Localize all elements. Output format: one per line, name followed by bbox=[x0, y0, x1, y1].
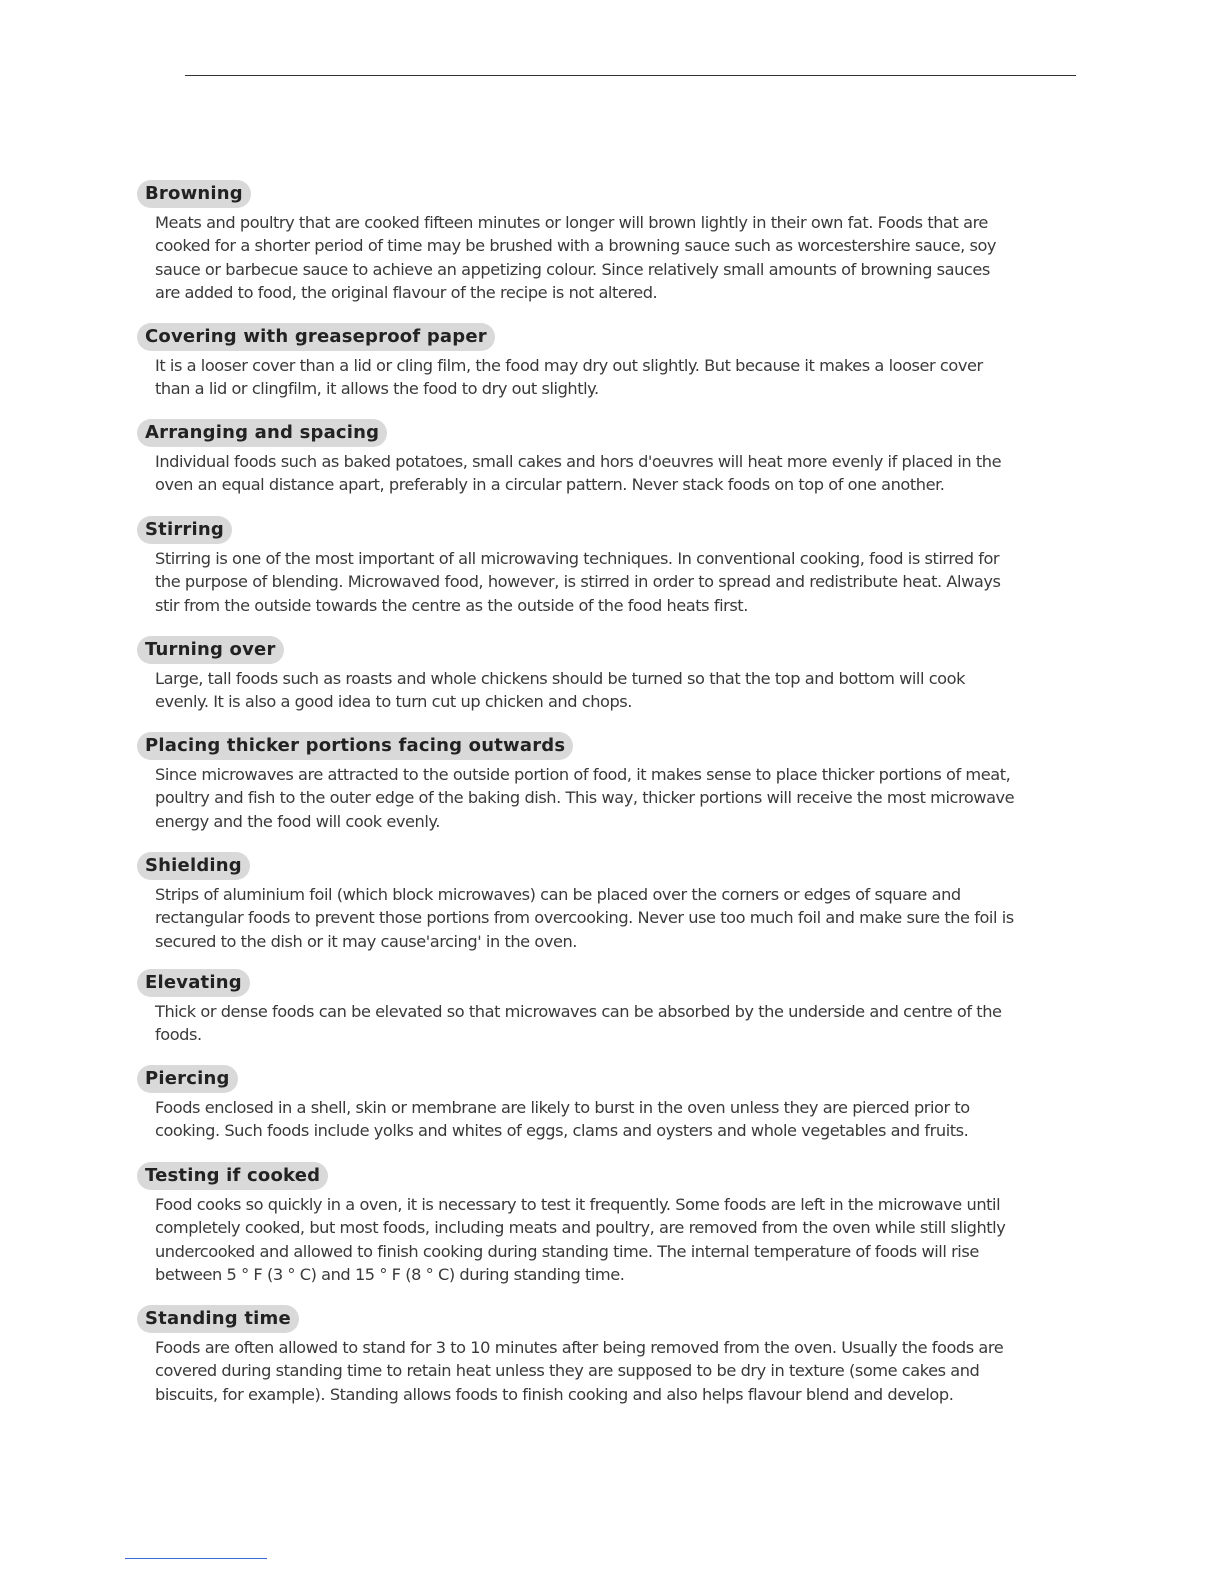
section-heading: Stirring bbox=[137, 516, 232, 544]
section-body: Large, tall foods such as roasts and whole chickens should be turned so that the top and bottom will cook evenly. It is also a good idea to turn cut up chicken and chops. bbox=[155, 669, 965, 712]
section-shielding bbox=[137, 852, 1017, 953]
section-heading: Browning bbox=[137, 180, 251, 208]
top-rule bbox=[185, 75, 1076, 76]
section-placing bbox=[137, 732, 1017, 833]
bottom-link-rule bbox=[125, 1558, 267, 1559]
section-body: Meats and poultry that are cooked fifteen minutes or longer will brown lightly in their own fat. Foods that are cooked for a shorter period of time may be brushed with a browning sauce such as worcestershire sauce, soy sauce or barbecue sauce to achieve an appetizing colour. Since relatively small amounts of browning sauces are added to food, the original flavour of the recipe is not altered. bbox=[155, 213, 997, 302]
section-heading: Placing thicker portions facing outwards bbox=[137, 732, 573, 760]
section-heading: Turning over bbox=[137, 636, 284, 664]
section-heading: Arranging and spacing bbox=[137, 419, 387, 447]
section-elevating bbox=[137, 969, 1017, 1047]
section-heading: Shielding bbox=[137, 852, 250, 880]
section-body: Foods enclosed in a shell, skin or membrane are likely to burst in the oven unless they are pierced prior to cooking. Such foods include yolks and whites of eggs, clams and oysters and whole vegetables and fruits. bbox=[155, 1098, 970, 1141]
section-heading: Piercing bbox=[137, 1065, 238, 1093]
section-testing bbox=[137, 1162, 1017, 1286]
section-heading: Standing time bbox=[137, 1305, 299, 1333]
section-arranging bbox=[137, 419, 1017, 497]
section-piercing bbox=[137, 1065, 1017, 1143]
section-body: Food cooks so quickly in a oven, it is necessary to test it frequently. Some foods are left in the microwave until completely cooked, but most foods, including meats and poultry, are removed from the oven while still slightly undercooked and allowed to finish cooking during standing time. The internal temperature of foods will rise between 5 ° F (3 ° C) and 15 ° F (8 ° C) during standing time. bbox=[155, 1195, 1006, 1284]
section-standing-time bbox=[137, 1305, 1017, 1406]
section-heading: Covering with greaseproof paper bbox=[137, 323, 495, 351]
section-browning bbox=[137, 180, 1017, 304]
section-covering bbox=[137, 323, 1017, 401]
section-body: Thick or dense foods can be elevated so that microwaves can be absorbed by the underside and centre of the foods. bbox=[155, 1002, 1002, 1045]
section-stirring bbox=[137, 516, 1017, 617]
section-heading: Elevating bbox=[137, 969, 250, 997]
section-turning bbox=[137, 636, 1017, 714]
section-body: Strips of aluminium foil (which block microwaves) can be placed over the corners or edges of square and rectangular foods to prevent those portions from overcooking. Never use too much foil and make sure the foil is secured to the dish or it may cause'arcing' in the oven. bbox=[155, 885, 1014, 951]
section-body: Stirring is one of the most important of all microwaving techniques. In conventional cooking, food is stirred for the purpose of blending. Microwaved food, however, is stirred in order to spread and redistribute heat. Always stir from the outside towards the centre as the outside of the food heats first. bbox=[155, 549, 1001, 615]
section-heading: Testing if cooked bbox=[137, 1162, 328, 1190]
section-body: Foods are often allowed to stand for 3 to 10 minutes after being removed from the oven. Usually the foods are covered during standing time to retain heat unless they are supposed to be dry in texture (some cakes and biscuits, for example). Standing allows foods to finish cooking and also helps flavour blend and develop. bbox=[155, 1338, 1004, 1404]
section-body: It is a looser cover than a lid or cling film, the food may dry out slightly. But because it makes a looser cover than a lid or clingfilm, it allows the food to dry out slightly. bbox=[155, 356, 983, 399]
section-body: Individual foods such as baked potatoes, small cakes and hors d'oeuvres will heat more evenly if placed in the oven an equal distance apart, preferably in a circular pattern. Never stack foods on top of one another. bbox=[155, 452, 1002, 495]
section-body: Since microwaves are attracted to the outside portion of food, it makes sense to place thicker portions of meat, poultry and fish to the outer edge of the baking dish. This way, thicker portions will receive the most microwave energy and the food will cook evenly. bbox=[155, 765, 1015, 831]
